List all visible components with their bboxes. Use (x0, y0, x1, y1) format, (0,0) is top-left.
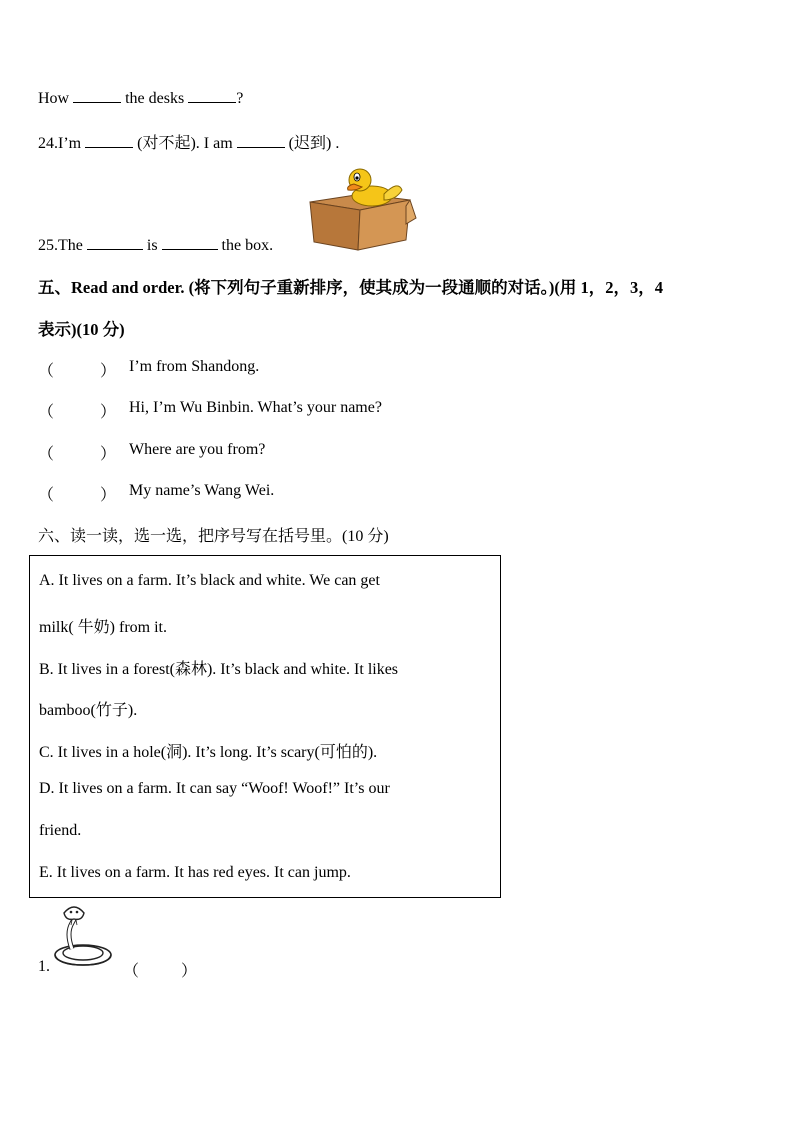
q1-number: 1. (38, 958, 50, 975)
sentence-text: Hi, I’m Wu Binbin. What’s your name? (129, 399, 382, 416)
answer-blank[interactable] (58, 441, 98, 461)
option-line: bamboo(竹子). (39, 702, 138, 719)
answer-blank[interactable] (58, 482, 98, 502)
q1-paren-open: （ (123, 963, 140, 980)
q1-answer-blank[interactable] (143, 958, 179, 978)
answer-paren-open: （ (38, 363, 55, 380)
q1-paren-close: ） (181, 963, 198, 980)
section6-title: 六、读一读，选一选，把序号写在括号里。(10 分) (38, 528, 389, 545)
section5-title-line1: 五、Read and order. (将下列句子重新排序，使其成为一段通顺的对话。)(用 1，2，3，4 (38, 278, 664, 297)
answer-paren-open: （ (38, 446, 55, 463)
q25-text-a: 25.The (38, 237, 83, 254)
duck-in-box-illustration (302, 166, 417, 252)
q25-blank-2[interactable] (162, 235, 218, 250)
q24-text-a: 24.I’m (38, 135, 82, 152)
q25-blank-1[interactable] (87, 235, 143, 250)
option-line: E. It lives on a farm. It has red eyes. It can jump. (39, 864, 351, 881)
q24-blank-1[interactable] (85, 133, 133, 148)
option-line: B. It lives in a forest(森林). It’s black and white. It likes (39, 661, 399, 678)
sentence-text: Where are you from? (129, 441, 266, 458)
q23-blank-2[interactable] (188, 88, 236, 103)
answer-paren-close: ） (100, 363, 117, 380)
sentence-text: I’m from Shandong. (129, 358, 260, 375)
snake-icon (50, 903, 116, 969)
q23-text-a: How (38, 90, 70, 107)
question-25 (38, 235, 273, 255)
option-line: friend. (39, 822, 82, 839)
answer-paren-close: ） (100, 487, 117, 504)
sentence-text: My name’s Wang Wei. (129, 482, 275, 499)
q25-text-b: is (146, 237, 158, 254)
q24-blank-2[interactable] (237, 133, 285, 148)
q23-text-c: ? (236, 90, 244, 107)
answer-blank[interactable] (58, 399, 98, 419)
answer-paren-open: （ (38, 487, 55, 504)
question-23 (38, 88, 243, 108)
options-box (29, 555, 501, 898)
option-line: D. It lives on a farm. It can say “Woof! Woof!” It’s our (39, 780, 390, 797)
q24-text-b: (对不起). I am (137, 135, 233, 152)
q25-text-c: the box. (221, 237, 274, 254)
answer-paren-close: ） (100, 446, 117, 463)
answer-paren-open: （ (38, 404, 55, 421)
option-line: milk( 牛奶) from it. (39, 619, 167, 636)
q24-text-c: (迟到) . (288, 135, 340, 152)
answer-paren-close: ） (100, 404, 117, 421)
option-line: A. It lives on a farm. It’s black and white. We can get (39, 572, 380, 589)
question-24 (38, 130, 339, 153)
q23-text-b: the desks (125, 90, 185, 107)
option-line: C. It lives in a hole(洞). It’s long. It’s scary(可怕的). (39, 744, 378, 761)
q23-blank-1[interactable] (73, 88, 121, 103)
section5-title-line2: 表示)(10 分) (38, 320, 125, 339)
